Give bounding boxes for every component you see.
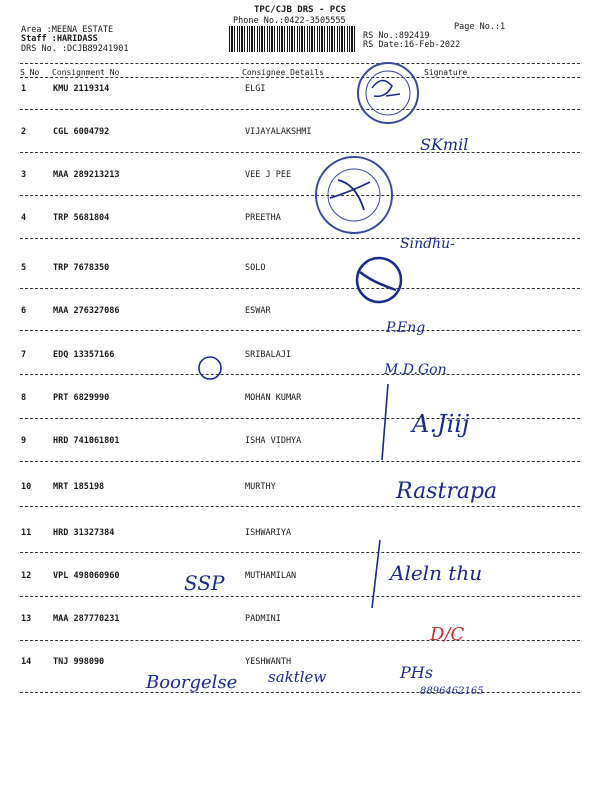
row-consignment: PRT 6829990 xyxy=(53,393,110,403)
row-consignee: PADMINI xyxy=(245,614,281,624)
row-consignment: MAA 276327086 xyxy=(53,306,120,316)
handwritten-signature: saktlew xyxy=(268,668,327,686)
row-divider xyxy=(20,640,580,641)
table-row xyxy=(0,614,600,658)
table-row xyxy=(0,657,600,701)
row-consignment: VPL 498060960 xyxy=(53,571,120,581)
row-divider xyxy=(20,330,580,331)
row-divider xyxy=(20,596,580,597)
table-row xyxy=(0,213,600,257)
row-consignee: MOHAN KUMAR xyxy=(245,393,302,403)
table-row xyxy=(0,263,600,307)
row-consignee: ISHA VIDHYA xyxy=(245,436,302,446)
row-divider xyxy=(20,195,580,196)
table-row xyxy=(0,528,600,572)
staff-label: Staff :HARIDASS xyxy=(21,34,98,44)
row-consignee: ISHWARIYA xyxy=(245,528,292,538)
row-consignee: SRIBALAJI xyxy=(245,350,292,360)
drs-number: DRS No. :DCJB89241901 xyxy=(21,44,129,54)
row-sno: 5 xyxy=(21,263,27,273)
row-consignment: KMU 2119314 xyxy=(53,84,110,94)
table-row xyxy=(0,482,600,526)
row-consignment: CGL 6004792 xyxy=(53,127,110,137)
table-row xyxy=(0,571,600,615)
row-sno: 4 xyxy=(21,213,27,223)
row-consignee: MURTHY xyxy=(245,482,276,492)
row-divider xyxy=(20,418,580,419)
handwritten-signature: SKmil xyxy=(420,135,469,154)
row-consignee: VIJAYALAKSHMI xyxy=(245,127,312,137)
table-row xyxy=(0,170,600,214)
page-number: Page No.:1 xyxy=(454,22,506,32)
row-sno: 10 xyxy=(21,482,32,492)
handwritten-signature: Rastrapa xyxy=(396,479,498,504)
sheet-title: TPC/CJB DRS - PCS xyxy=(253,5,347,15)
handwritten-signature: A.Jiij xyxy=(412,410,470,438)
row-consignee: SOLO xyxy=(245,263,266,273)
row-consignment: HRD 31327384 xyxy=(53,528,115,538)
row-consignee: ESWAR xyxy=(245,306,271,316)
column-header-details: Consignee Details xyxy=(242,68,324,77)
divider xyxy=(20,63,580,64)
row-sno: 3 xyxy=(21,170,27,180)
row-consignee: PREETHA xyxy=(245,213,281,223)
handwritten-signature: Aleln thu xyxy=(390,561,483,585)
row-consignment: MAA 287770231 xyxy=(53,614,120,624)
area-label: Area :MEENA ESTATE xyxy=(21,25,114,35)
row-divider xyxy=(20,109,580,110)
row-sno: 2 xyxy=(21,127,27,137)
row-consignee: VEE J PEE xyxy=(245,170,292,180)
handwritten-signature: Sindhu- xyxy=(400,236,455,252)
phone-number: Phone No.:0422-3505555 xyxy=(233,16,346,26)
row-consignment: EDQ 13357166 xyxy=(53,350,115,360)
row-divider xyxy=(20,461,580,462)
table-row xyxy=(0,127,600,171)
row-consignment: TRP 5681804 xyxy=(53,213,110,223)
table-row xyxy=(0,393,600,437)
row-consignment: MAA 289213213 xyxy=(53,170,120,180)
row-divider xyxy=(20,238,580,239)
handwritten-signature: PHs xyxy=(400,663,433,682)
row-sno: 9 xyxy=(21,436,27,446)
handwritten-signature: M.D.Gon xyxy=(384,362,447,378)
row-consignee: ELGI xyxy=(245,84,266,94)
row-sno: 6 xyxy=(21,306,27,316)
row-divider xyxy=(20,288,580,289)
column-header-sno: S No xyxy=(20,68,40,77)
row-consignee: YESHWANTH xyxy=(245,657,292,667)
row-sno: 8 xyxy=(21,393,27,403)
handwritten-signature: D/C xyxy=(430,624,465,645)
rs-number: RS No.:892419 xyxy=(363,31,430,41)
row-consignee: MUTHAMILAN xyxy=(245,571,297,581)
table-row xyxy=(0,350,600,394)
row-divider xyxy=(20,506,580,507)
row-divider xyxy=(20,152,580,153)
row-divider xyxy=(20,692,580,693)
row-consignment: HRD 741061801 xyxy=(53,436,120,446)
row-sno: 7 xyxy=(21,350,27,360)
row-sno: 13 xyxy=(21,614,32,624)
row-divider xyxy=(20,374,580,375)
row-consignment: TRP 7678350 xyxy=(53,263,110,273)
rs-date: RS Date:16-Feb-2022 xyxy=(363,40,461,50)
row-sno: 11 xyxy=(21,528,32,538)
row-consignment: MRT 185198 xyxy=(53,482,105,492)
row-sno: 1 xyxy=(21,84,27,94)
row-divider xyxy=(20,552,580,553)
table-row xyxy=(0,84,600,128)
table-row xyxy=(0,436,600,480)
row-consignment: TNJ 998090 xyxy=(53,657,105,667)
divider xyxy=(20,77,580,78)
column-header-signature: Signature xyxy=(424,68,468,77)
handwritten-phone: 8896462165 xyxy=(420,686,484,697)
row-sno: 12 xyxy=(21,571,32,581)
row-sno: 14 xyxy=(21,657,32,667)
barcode xyxy=(229,26,356,52)
table-row xyxy=(0,306,600,350)
handwritten-signature: SSP xyxy=(184,571,225,595)
handwritten-signature: P.Eng xyxy=(386,320,426,336)
handwritten-signature: Boorgelse xyxy=(146,672,238,693)
column-header-consignment: Consignment No xyxy=(52,68,120,77)
